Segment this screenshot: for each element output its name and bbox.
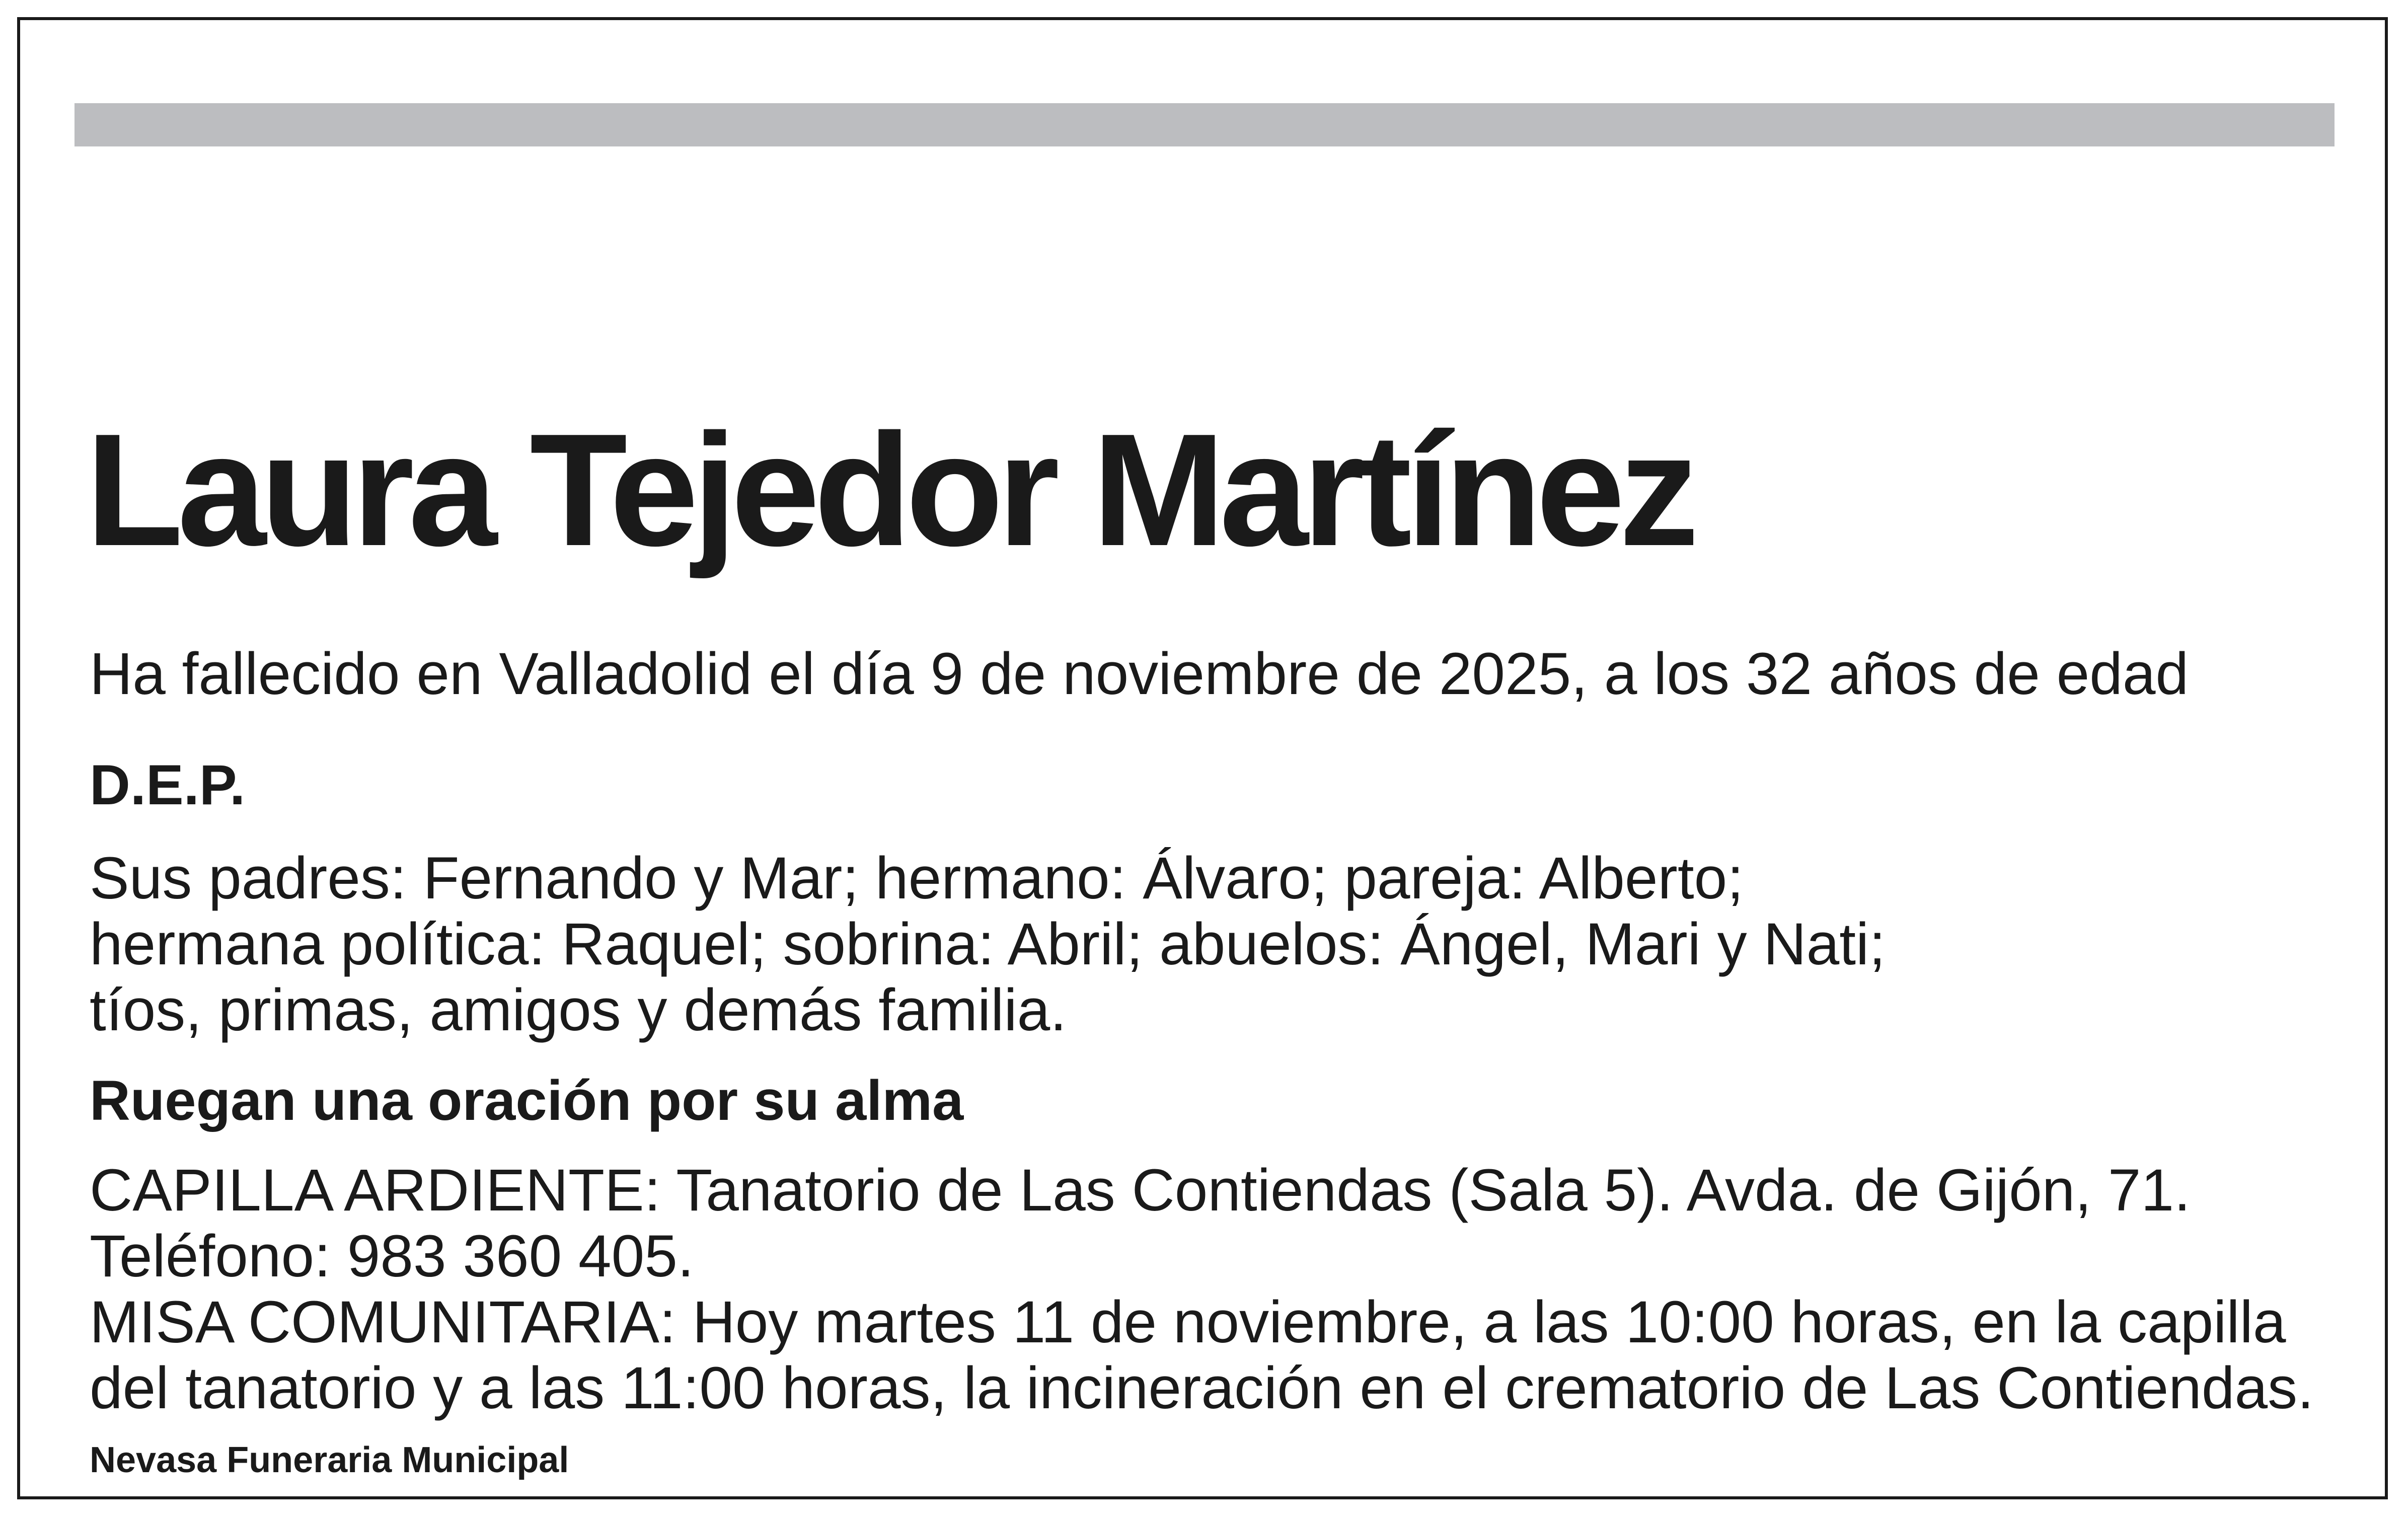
family-line: hermana política: Raquel; sobrina: Abril; abuelos: Ángel, Mari y Nati; [90,911,1886,977]
details-line: CAPILLA ARDIENTE: Tanatorio de Las Contiendas (Sala 5). Avda. de Gijón, 71. [90,1157,2191,1224]
deceased-name: Laura Tejedor Martínez [86,401,1693,579]
family-line: Sus padres: Fernando y Mar; hermano: Álvaro; pareja: Alberto; [90,845,1744,911]
details-line: del tanatorio y a las 11:00 horas, la incineración en el crematorio de Las Contiendas. [90,1355,2314,1421]
prayer-request: Ruegan una oración por su alma [90,1069,964,1132]
family-line: tíos, primas, amigos y demás familia. [90,977,1067,1043]
details-line: Teléfono: 983 360 405. [90,1223,694,1289]
death-notice: Ha fallecido en Valladolid el día 9 de noviembre de 2025, a los 32 años de edad [90,641,2189,707]
family-list [90,846,1886,1043]
dep-label: D.E.P. [90,753,246,816]
header-bar [74,103,2335,146]
details-line: MISA COMUNITARIA: Hoy martes 11 de noviembre, a las 10:00 horas, en la capilla [90,1289,2286,1355]
funeral-home-signature: Nevasa Funeraria Municipal [90,1440,569,1480]
service-details [90,1158,2314,1421]
